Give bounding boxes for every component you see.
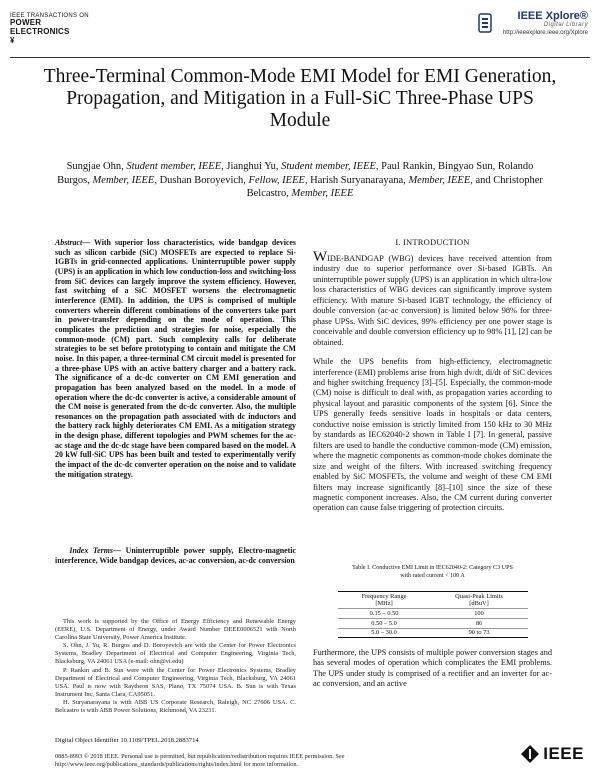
copyright-notice: 0885-8993 © 2018 IEEE. Personal use is permitted, but republication/redistribution requires IEEE permission. See http://www.ieee.org/publications_standards/publications/rights/index.html for more information. <box>55 753 345 768</box>
emi-limit-table <box>338 591 528 638</box>
journal-line-3: ELECTRONICS <box>10 26 70 36</box>
author-footnote <box>55 618 296 715</box>
xplore-branding <box>503 10 588 36</box>
table-header <box>338 592 430 609</box>
xplore-sub: Digital Library <box>543 22 588 28</box>
footnote-paragraph: H. Suryanarayana is with ABB US Corporate Research, Raleigh, NC 27606 USA. C. Belcastro is with ABB Power Solutions, Richmond, VA 23231. <box>55 698 296 715</box>
ieee-logo-text: IEEE <box>543 744 584 763</box>
ieee-footer-logo <box>520 744 584 764</box>
table-cell: 90 to 73 <box>430 628 528 638</box>
section-heading: I. INTRODUCTION <box>395 237 470 247</box>
author-name: Jianghui Yu, <box>226 161 279 172</box>
journal-line-2: POWER <box>10 18 42 28</box>
footnote-paragraph: P. Rankin and B. Sun were with the Center for Power Electronics Systems, Bradley Department of Electrical and Computer Engineering, Virginia Tech, Blacksburg, VA 24061 USA. Paul is now with Raytheon SAS, Plano, TX 75074 USA. B. Sun is with Texas Instrument Inc, Santa Clara, CA95051. <box>55 666 296 698</box>
table-cell: 86 <box>430 619 528 629</box>
table-header <box>430 592 528 609</box>
journal-line-1: IEEE TRANSACTIONS ON <box>10 13 89 19</box>
header-divider <box>10 57 590 58</box>
table-cell: 0.50 – 5.0 <box>338 619 430 629</box>
table-cell: 5.0 – 30.0 <box>338 628 430 638</box>
author-name: Harish Suryanarayana, <box>310 174 406 186</box>
author-name: Sungjae Ohn, <box>66 161 124 172</box>
xplore-logo-icon <box>478 12 492 34</box>
abstract <box>55 238 296 479</box>
author-name: and Christopher Belcastro, <box>246 174 543 199</box>
table-caption-line: with rated current < 100 A <box>400 573 465 579</box>
author-role: Student member, IEEE, <box>281 161 379 172</box>
table-caption <box>313 564 552 580</box>
author-role: Fellow, IEEE, <box>248 174 308 186</box>
xplore-name: IEEE Xplore® <box>517 10 588 22</box>
intro-p1-text: IDE-BANDGAP (WBG) devices have received attention from industry due to superior performance over Si-based IGBTs. An uninterruptible power supply (UPS) is an application in which ultra-low loss characteristics of WBG devices can significantly improve system efficiency. With mature Si-based IGBT technology, the efficiency of double conversion (ac-ac conversion) is limited below 98% for three-phase UPSs. With SiC devices, 99% efficiency per one power stage is conceivable and double conversion efficiency up to 98% [1], [2] can be obtained. <box>313 254 552 347</box>
index-terms-label: Index Terms <box>69 546 113 555</box>
intro-paragraph: Furthermore, the UPS consists of multiple power conversion stages and has several modes of operation which complicates the EMI problems. The UPS under study is comprised of a rectifier and an inverter for ac-ac conversion, and an active <box>313 648 552 689</box>
table-row <box>338 628 528 638</box>
abstract-text: — With superior loss characteristics, wide bandgap devices such as silicon carbide (SiC) MOSFETs are expected to replace Si-IGBTs in grid-connected applications. Uninterruptible power supply (UPS) is an application in which low conduction-loss and switching-loss from SiC devices can largely improve the system efficiency. However, fast switching of a SiC MOSFET worsens the electromagnetic interference (EMI). In addition, the UPS is comprised of multiple converters wherein different combinations of the converters take part in power-transfer depending on the mode of operation. This complicates the prediction and strategies for noise, especially the common-mode (CM) part. Such complexity calls for deliberate strategies to be set before prototyping to contain and mitigate the CM noise. In this paper, a three-terminal CM circuit model is presented for a three-phase UPS with an active battery charger and a battery rack. The significance of a dc-dc converter on CM EMI generation and propagation has been analyzed based on the model. In a mode of operation where the dc-dc converter is active, a considerable amount of the CM noise is generated from the dc-dc converter. Also, the multiple resonances on the propagation path associated with dc inductors and the battery rack highly deteriorates CM EMI. As a mitigation strategy in the design phase, different topologies and PWM schemes for the ac-ac stage and the dc-dc stage have been compared based on the model. A 20 kW full-SiC UPS has been built and tested to experimentally verify the impact of the dc-dc converter operation on the noise and to validate the mitigation strategy. <box>55 238 296 479</box>
author-role: Member, IEEE <box>291 188 354 199</box>
paper-title: Three-Terminal Common-Mode EMI Model for EMI Generation, Propagation, and Mitigation in a Full-SiC Three-Phase UPS Module <box>43 66 557 131</box>
xplore-url[interactable]: http://ieeexplore.ieee.org/Xplore <box>502 30 588 36</box>
author-role: Student member, IEEE, <box>126 161 224 172</box>
journal-line-4: ¥ <box>10 36 15 46</box>
ieee-diamond-icon <box>520 744 540 764</box>
table-caption-line: Table I. Conductive EMI Limit in IEC62040-2: Category C3 UPS <box>352 565 513 571</box>
table-row <box>338 609 528 619</box>
footnote-paragraph: S. Ohn, J. Yu, R. Burgos and D. Boroyevich are with the Center for Power Electronics Systems, Bradley Department of Electrical and Computer Engineering, Virginia Tech, Blacksburg, VA 24061 USA (e-mail: ohn@vt.edu) <box>55 642 296 666</box>
abstract-label: Abstract <box>55 238 83 247</box>
table-cell: 100 <box>430 609 528 619</box>
header-label: Quasi-Peak Limits <box>455 593 503 600</box>
author-role: Member, IEEE, <box>92 174 157 186</box>
dropcap: W <box>313 249 328 265</box>
author-name: Dushan Boroyevich, <box>159 174 246 186</box>
index-terms <box>55 546 296 565</box>
xplore-logo <box>503 10 588 28</box>
author-list <box>55 160 545 201</box>
header-unit: [dBuV] <box>469 600 489 608</box>
table-row <box>338 619 528 629</box>
introduction-body <box>313 249 552 514</box>
header-unit: [MHz] <box>375 600 393 608</box>
footnote-paragraph: This work is supported by the Office of Energy Efficiency and Renewable Energy (EERE), U.S. Department of Energy, under Award Number DEEE0006521 with North Carolina State University, Power America Institute. <box>55 618 296 642</box>
author-role: Member, IEEE, <box>408 174 473 186</box>
intro-paragraph <box>313 249 552 348</box>
index-terms-text: — Uninterruptible power supply, Electro-magnetic interference, Wide bandgap devices, ac-ac conversion, ac-dc conversion <box>55 546 297 565</box>
journal-header <box>10 13 89 45</box>
introduction-continued <box>313 648 552 690</box>
doi: Digital Object Identifier 10.1109/TPEL.2018.2883714 <box>55 737 199 744</box>
intro-paragraph: While the UPS benefits from high-efficiency, electromagnetic interference (EMI) problems arise from high dv/dt, di/dt of SiC devices and higher switching frequency [3]–[5]. Especially, the common-mode (CM) noise is difficult to deal with, as propagation varies according to physical layout and parasitic components of the system [6]. Since the UPS generally feeds sensitive loads in hospitals or data centers, conductive noise emission is strictly limited from 150 kHz to 30 MHz by standards as IEC62040-2 shown in Table I [7]. In general, passive filters are used to handle the conductive common-mode (CM) emission, where the magnetic components as common-mode chokes dominate the size and weight of the filters. With increased switching frequency enabled by SiC MOSFETs, the volume and weight of these CM EMI filters may increase significantly [8]–[10] since the size of these magnetic component increases. Also, the CM current during converter operation can cause false triggering of protection circuits. <box>313 357 552 513</box>
author-name: Paul Rankin, Bingyao Sun, Rolando Burgos, <box>57 161 534 186</box>
table-cell: 0.15 – 0.50 <box>338 609 430 619</box>
header-label: Frequency Range <box>361 593 407 600</box>
